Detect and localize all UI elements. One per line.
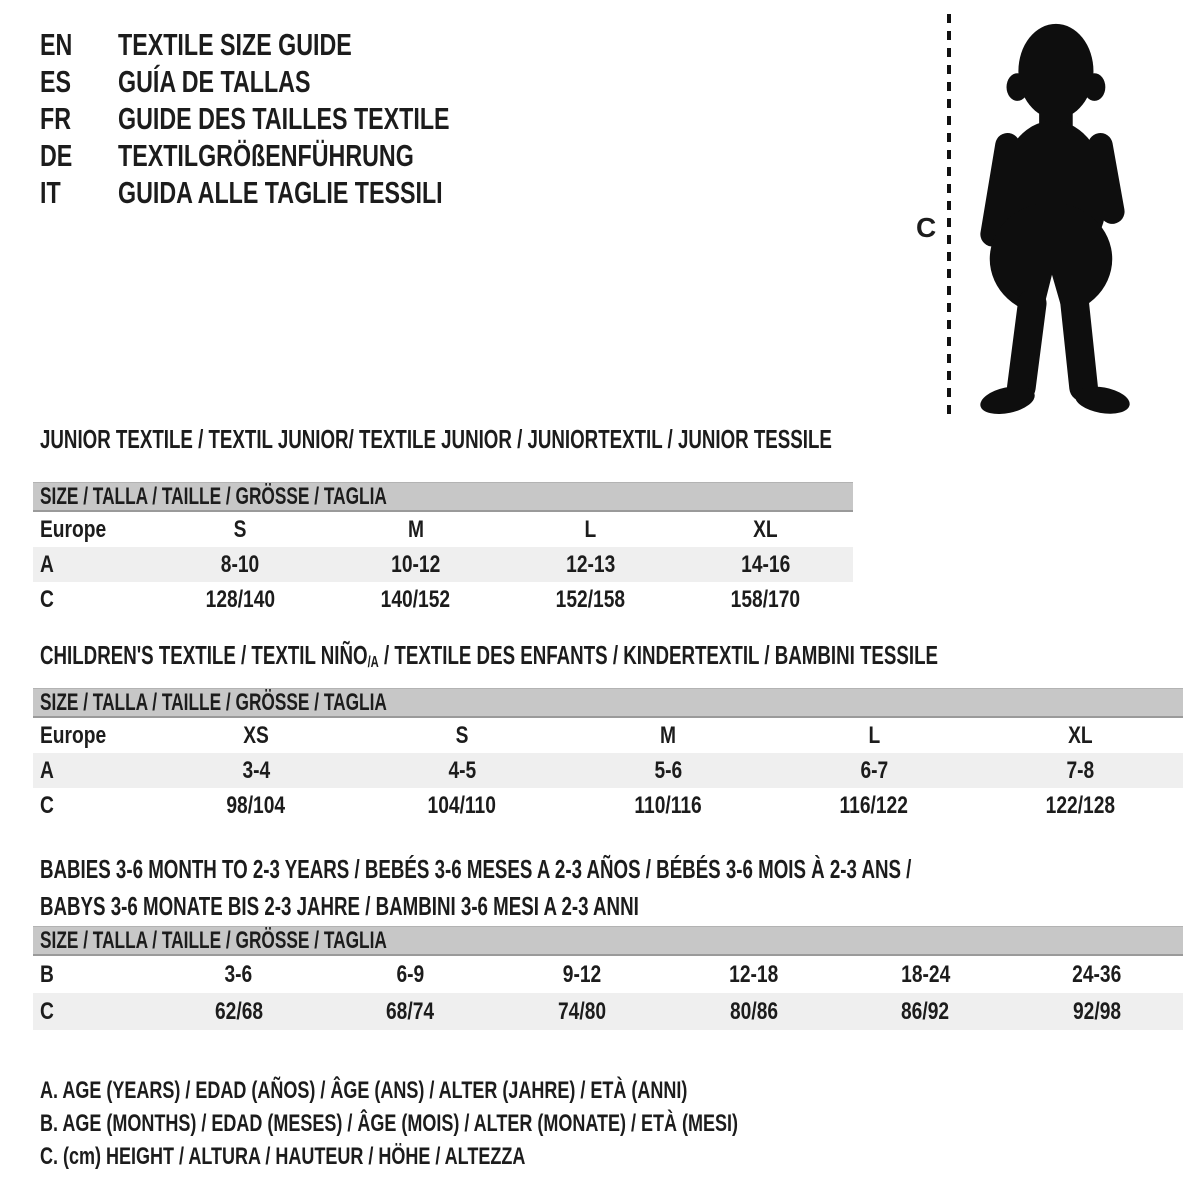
row-label: Europe (40, 721, 107, 749)
table-cell: M (407, 515, 424, 543)
junior-textile-table (33, 482, 853, 617)
table-cell: 80/86 (729, 997, 778, 1025)
language-title: GUIDA ALLE TAGLIE TESSILI (118, 174, 443, 210)
table-cell: M (660, 721, 676, 749)
table-cell: 116/122 (839, 791, 909, 819)
table-cell: 24-36 (1072, 960, 1122, 988)
row-label: C (40, 791, 54, 819)
language-row-es (40, 63, 560, 100)
table-cell: 3-4 (242, 756, 270, 784)
language-code: EN (40, 26, 73, 62)
table-row (33, 582, 853, 617)
table-cell: 8-10 (221, 550, 260, 578)
table-cell: 62/68 (214, 997, 263, 1025)
table-cell: 74/80 (558, 997, 607, 1025)
table-cell: S (455, 721, 469, 749)
table-rows (33, 512, 853, 617)
table-cell: 110/116 (634, 791, 702, 819)
size-table-header-text: SIZE / TALLA / TAILLE / GRÖSSE / TAGLIA (40, 926, 387, 954)
table-cell: 122/128 (1045, 791, 1115, 819)
table-cell: L (868, 721, 880, 749)
size-table-header (33, 926, 1183, 956)
language-code: IT (40, 174, 61, 210)
table-cell: 3-6 (224, 960, 253, 988)
table-row (33, 547, 853, 582)
table-cell: 140/152 (380, 585, 451, 613)
table-cell: L (584, 515, 597, 543)
table-row (33, 718, 1183, 753)
table-cell: 4-5 (448, 756, 476, 784)
row-label: Europe (40, 515, 107, 543)
table-cell: XL (753, 515, 778, 543)
table-rows (33, 718, 1183, 823)
language-code: FR (40, 100, 71, 136)
language-title: GUÍA DE TALLAS (118, 63, 311, 99)
legend-line-age-months: B. AGE (MONTHS) / EDAD (MESES) / ÂGE (MOIS) / ALTER (MONATE) / ETÀ (MESI) (40, 1109, 738, 1137)
size-table-header (33, 482, 853, 512)
table-cell: 92/98 (1073, 997, 1122, 1025)
language-row-fr (40, 100, 560, 137)
table-cell: S (234, 515, 247, 543)
standing-toddler-silhouette-icon (955, 12, 1145, 417)
table-cell: 86/92 (901, 997, 950, 1025)
size-table-header-text: SIZE / TALLA / TAILLE / GRÖSSE / TAGLIA (40, 688, 387, 716)
table-row (33, 512, 853, 547)
table-cell: 7-8 (1066, 756, 1094, 784)
table-rows (33, 956, 1183, 1030)
language-code: DE (40, 137, 73, 173)
language-row-it (40, 174, 560, 211)
table-cell: 6-7 (860, 756, 888, 784)
row-label: A (40, 550, 54, 578)
babies-textile-title (40, 851, 1200, 925)
language-row-en (40, 26, 560, 63)
babies-textile-table (33, 926, 1183, 1030)
language-code: ES (40, 63, 72, 99)
table-cell: 9-12 (562, 960, 602, 988)
nino-a-subscript: /A (367, 653, 379, 671)
babies-title-line1: BABIES 3-6 MONTH TO 2-3 YEARS / BEBÉS 3-6 MESES A 2-3 AÑOS / BÉBÉS 3-6 MOIS À 2-3 ANS / (40, 854, 912, 884)
table-cell: 12-18 (729, 960, 779, 988)
children-textile-title-text: CHILDREN'S TEXTILE / TEXTIL NIÑO/A / TEXTILE DES ENFANTS / KINDERTEXTIL / BAMBINI TESSILE (40, 640, 939, 671)
children-textile-table (33, 688, 1183, 823)
junior-textile-title (40, 424, 1140, 454)
size-table-header (33, 688, 1183, 718)
row-label: A (40, 756, 54, 784)
table-cell: 10-12 (390, 550, 441, 578)
table-row (33, 753, 1183, 788)
table-row (33, 956, 1183, 993)
language-row-de (40, 137, 560, 174)
language-list (40, 26, 560, 211)
babies-title-line2: BABYS 3-6 MONATE BIS 2-3 JAHRE / BAMBINI 3-6 MESI A 2-3 ANNI (40, 891, 639, 921)
table-cell: 68/74 (386, 997, 435, 1025)
table-cell: 128/140 (205, 585, 276, 613)
table-cell: XS (243, 721, 269, 749)
table-cell: XL (1067, 721, 1093, 749)
table-cell: 5-6 (654, 756, 682, 784)
language-title: TEXTILGRÖßENFÜHRUNG (118, 137, 414, 173)
row-label: B (40, 960, 54, 988)
table-row (33, 993, 1183, 1030)
language-title: TEXTILE SIZE GUIDE (118, 26, 352, 62)
row-label: C (40, 997, 54, 1025)
table-cell: 18-24 (900, 960, 951, 988)
table-cell: 158/170 (730, 585, 801, 613)
table-cell: 14-16 (740, 550, 791, 578)
table-cell: 104/110 (427, 791, 497, 819)
language-title: GUIDE DES TAILLES TEXTILE (118, 100, 450, 136)
row-label: C (40, 585, 54, 613)
table-cell: 152/158 (555, 585, 626, 613)
junior-textile-title-text: JUNIOR TEXTILE / TEXTIL JUNIOR/ TEXTILE JUNIOR / JUNIORTEXTIL / JUNIOR TESSILE (40, 424, 832, 454)
table-cell: 98/104 (226, 791, 286, 819)
legend-line-height-cm: C. (cm) HEIGHT / ALTURA / HAUTEUR / HÖHE / ALTEZZA (40, 1142, 526, 1170)
legend-line-age-years: A. AGE (YEARS) / EDAD (AÑOS) / ÂGE (ANS) / ALTER (JAHRE) / ETÀ (ANNI) (40, 1076, 688, 1104)
size-table-header-text: SIZE / TALLA / TAILLE / GRÖSSE / TAGLIA (40, 482, 387, 510)
height-marker-label: C (916, 212, 937, 243)
table-cell: 12-13 (565, 550, 616, 578)
children-textile-title (40, 640, 1200, 675)
measurement-legend (40, 1074, 971, 1173)
table-cell: 6-9 (396, 960, 425, 988)
height-measure-line (946, 14, 952, 418)
table-row (33, 788, 1183, 823)
